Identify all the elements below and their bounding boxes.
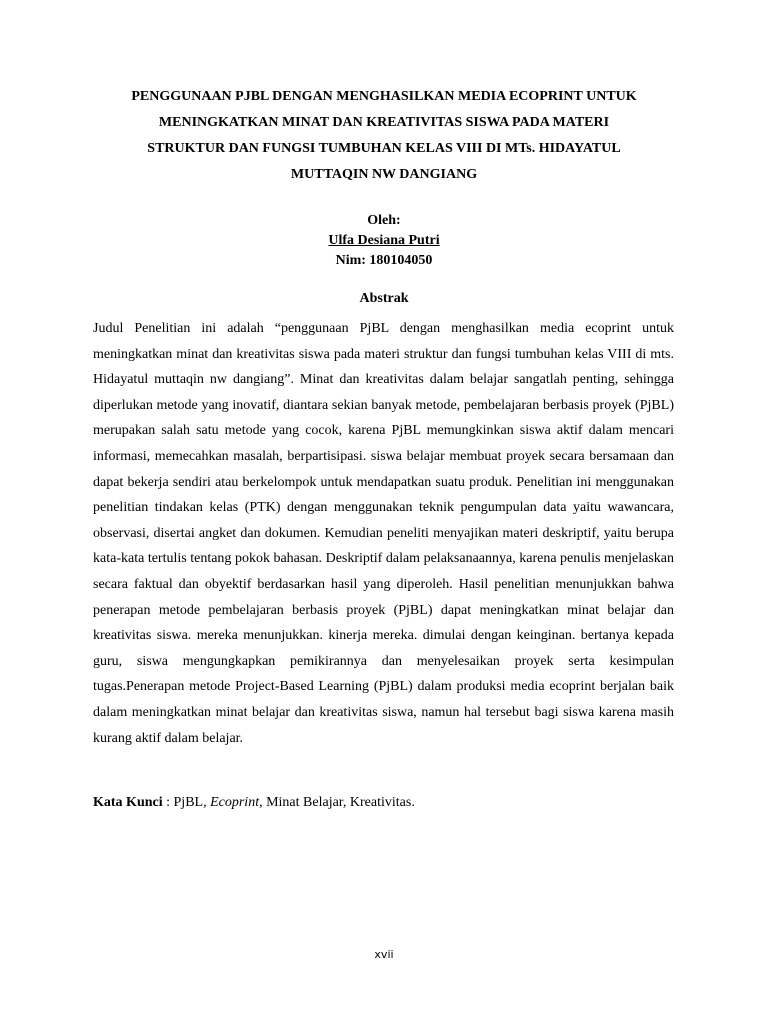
keyword-item: PjBL, [173, 795, 211, 810]
author-name: Ulfa Desiana Putri [328, 233, 440, 248]
page-number: xvii [374, 948, 394, 961]
keywords-separator: : [162, 795, 174, 810]
author-block [0, 211, 768, 271]
keywords [93, 793, 674, 813]
document-title [88, 84, 680, 188]
keywords-label: Kata Kunci [93, 795, 163, 810]
title-line: STRUKTUR DAN FUNGSI TUMBUHAN KELAS VIII DI MTs. HIDAYATUL [147, 141, 621, 156]
student-id: Nim: 180104050 [335, 253, 433, 268]
title-line: MENINGKATKAN MINAT DAN KREATIVITAS SISWA PADA MATERI [158, 115, 610, 130]
by-label: Oleh: [367, 213, 401, 228]
abstract-heading: Abstrak [359, 291, 409, 306]
keyword-item: , Minat Belajar, Kreativitas. [259, 795, 415, 810]
abstract-body: Judul Penelitian ini adalah “penggunaan PjBL dengan menghasilkan media ecoprint untuk meningkatkan minat dan kreativitas siswa pada materi struktur dan fungsi tumbuhan kelas VIII di mts. Hidayatul muttaqin nw dangiang”. Minat dan kreativitas dalam belajar sangatlah penting, sehingga diperlukan metode yang inovatif, diantara sekian banyak metode, pembelajaran berbasis proyek (PjBL) merupakan salah satu metode yang cocok, karena PjBL memungkinkan siswa aktif dalam mencari informasi, memecahkan masalah, berpartisipasi. siswa belajar membuat proyek secara bersamaan dan dapat bekerja sendiri atau berkelompok untuk mendapatkan suatu produk. Penelitian ini menggunakan penelitian tindakan kelas (PTK) dengan menggunakan teknik pengumpulan data yaitu wawancara, observasi, disertai angket dan dokumen. Kemudian peneliti menyajikan materi deskriptif, yaitu berupa kata-kata tertulis tentang pokok bahasan. Deskriptif dalam pelaksanaannya, karena penulis menjelaskan secara faktual dan obyektif berdasarkan hasil yang diperoleh. Hasil penelitian menunjukkan bahwa penerapan metode pembelajaran berbasis proyek (PjBL) dapat meningkatkan minat belajar dan kreativitas siswa. mereka menunjukkan. kinerja mereka. dimulai dengan keinginan. bertanya kepada guru, siswa mengungkapkan pemikirannya dan menyelesaikan proyek serta kesimpulan tugas.Penerapan metode Project-Based Learning (PjBL) dalam produksi media ecoprint berjalan baik dalam meningkatkan minat belajar dan kreativitas siswa, namun hal tersebut bagi siswa karena masih kurang aktif dalam belajar. [93, 321, 674, 746]
title-line: MUTTAQIN NW DANGIANG [290, 167, 478, 182]
keyword-item-italic: Ecoprint [210, 795, 260, 810]
title-line: PENGGUNAAN PJBL DENGAN MENGHASILKAN MEDIA ECOPRINT UNTUK [131, 89, 637, 104]
